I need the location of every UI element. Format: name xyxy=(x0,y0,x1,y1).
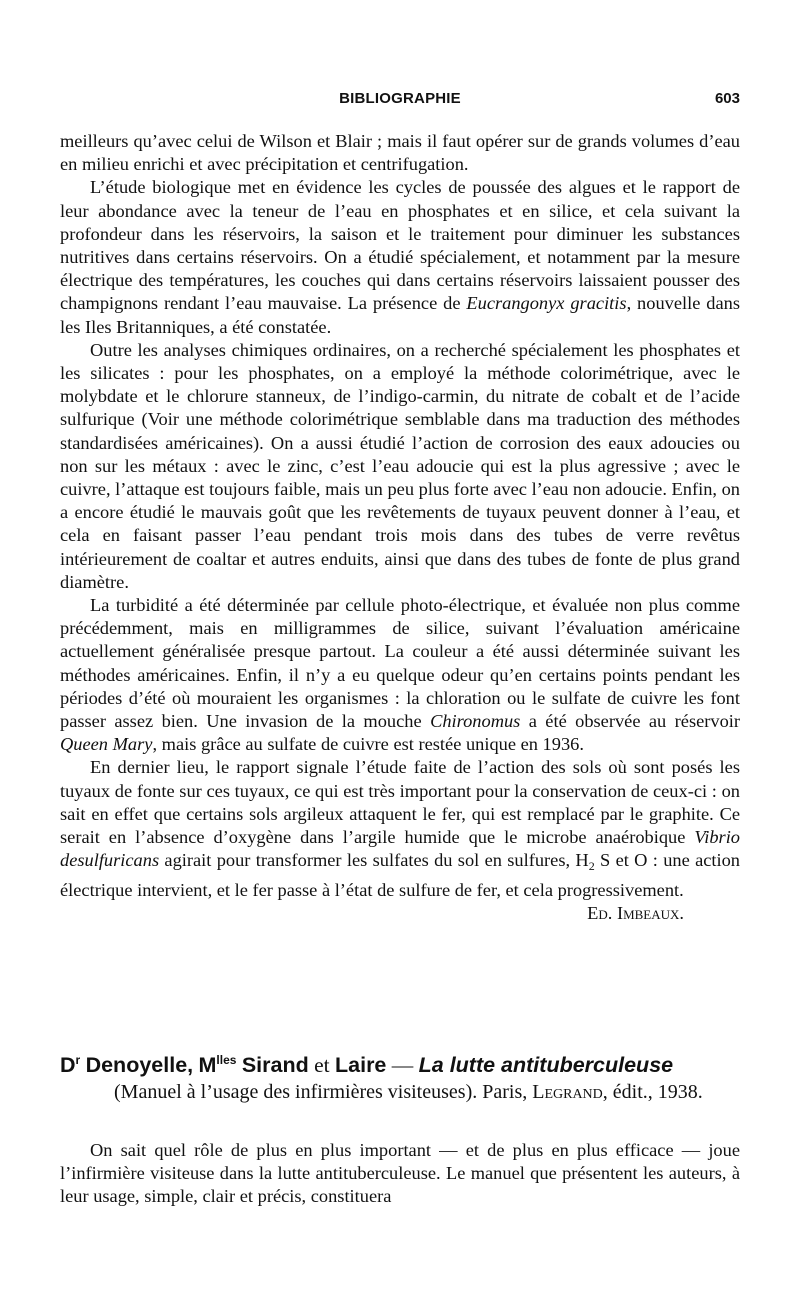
paragraph: Outre les analyses chimiques ordinaires, on a recherché spécialement les phosphates et les silicates : pour les phosphates, on a employé la méthode colorimétrique, avec le molybdate et le chlorure stanneux, de l’indigo-carmin, du nitrate de cobalt et de l’acide sulfurique (Voir une méthode colorimétrique semblable dans ma traduction des méthodes standardisées américaines). On a aussi étudié l’action de corrosion des eaux adoucies ou non sur les métaux : avec le zinc, c’est l’eau adoucie qui est la plus agressive ; avec le cuivre, l’attaque est toujours faible, mais un peu plus forte avec l’eau non adoucie. Enfin, on a encore étudié le mauvais goût que les revêtements de tuyaux peuvent donner à l’eau, et cela en faisant passer l’eau pendant trois mois dans des tubes de verre revêtus intérieurement de coaltar et autres enduits, ainsi que dans des tubes de fonte de plus grand diamètre. xyxy=(60,339,740,592)
publisher: Legrand xyxy=(532,1081,603,1104)
microbe-name: Vibrio desulfuricans xyxy=(60,827,740,871)
bibliography-entry xyxy=(60,1047,740,1106)
conjunction: et xyxy=(314,1053,330,1078)
signature: Ed. Imbeaux. xyxy=(587,902,684,923)
doctor-title: $D^r$ xyxy=(60,1053,81,1078)
entry-details: (Manuel à l’usage des infirmières visiteuses). Paris, Legrand, édit., 1938. xyxy=(114,1081,703,1104)
paragraph: En dernier lieu, le rapport signale l’étude faite de l’action des sols où sont posés les tuyaux de fonte sur ces tuyaux, ce qui est très important pour la conservation de ceux-ci : on sait en effet que certains sols argileux attaquent le fer, qui est remplacé par le graphite. Ce serait en l’absence d’oxygène dans l’argile humide que le microbe anaérobique Vibrio desulfuricans agirait pour transformer les sulfates du sol en sulfures, $H_2$ S et O : une action électrique intervient, et le fer passe à l’état de sulfure de fer, et cela progressivement. xyxy=(60,757,740,900)
running-title: BIBLIOGRAPHIE xyxy=(339,90,461,107)
mlles-title: $M^{lles}$ xyxy=(198,1053,237,1078)
fly-name: Chironomus xyxy=(430,711,521,732)
page-number: 603 xyxy=(714,90,740,107)
paragraph: La turbidité a été déterminée par cellule photo-électrique, et évaluée non plus comme précédemment, mais en milligrammes de silice, suivant l’évaluation américaine actuellement généralisée presque partout. La couleur a été aussi déterminée suivant les méthodes américaines. Enfin, il n’y a eu quelque odeur qu’en certains points pendant les périodes d’été où mouraient les organismes : la chloration ou le sulfate de cuivre les font passer assez bien. Une invasion de la mouche Chironomus a été observée au réservoir Queen Mary, mais grâce au sulfate de cuivre est restée unique en 1936. xyxy=(60,595,741,755)
book-review-intro xyxy=(60,1139,740,1209)
book-title: La lutte antituberculeuse xyxy=(418,1053,674,1078)
paragraph: L’étude biologique met en évidence les cycles de poussée des algues et le rapport de leur abondance avec la teneur de l’eau en phosphates et en silice, et cela suivant la profondeur dans les réservoirs, la saison et le traitement pour diminuer les substances nutritives dans certains réservoirs. On a étudié spécialement, et notamment par la mesure électrique des températures, les couches qui dans certains réservoirs laissaient pousser des champignons rendant l’eau mauvaise. La présence de Eucrangonyx gracitis, nouvelle dans les Iles Britanniques, a été constatée. xyxy=(60,177,740,337)
review-article xyxy=(60,130,740,925)
page-header xyxy=(60,90,740,114)
paragraph: meilleurs qu’avec celui de Wilson et Blair ; mais il faut opérer sur de grands volumes d’eau en milieu enrichi et avec précipitation et centrifugation. xyxy=(60,131,740,175)
species-name: Eucrangonyx gracitis xyxy=(466,293,627,314)
author-2: Sirand xyxy=(241,1053,309,1078)
paragraph: On sait quel rôle de plus en plus important — et de plus en plus efficace — joue l’infirmière visiteuse dans la lutte antituberculeuse. Le manuel que présentent les auteurs, à leur usage, simple, clair et précis, constituera xyxy=(60,1140,740,1207)
dash: — xyxy=(391,1053,414,1078)
reservoir-name: Queen Mary xyxy=(60,734,153,755)
entry-heading xyxy=(60,1047,740,1079)
author-3: Laire xyxy=(335,1053,387,1078)
author-1: Denoyelle, xyxy=(85,1053,194,1078)
